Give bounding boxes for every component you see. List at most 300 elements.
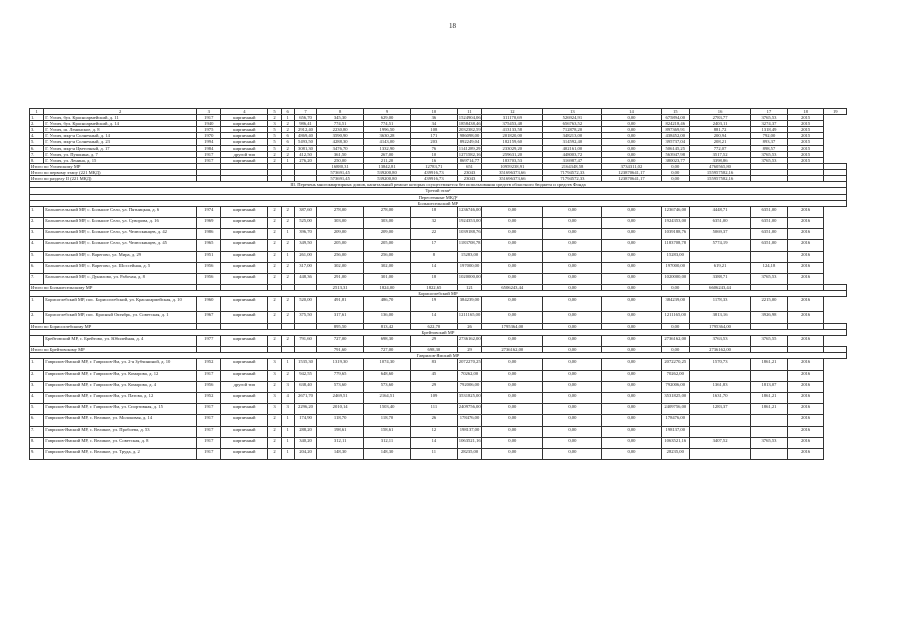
table-cell: 351696373,66 (482, 169, 543, 175)
table-cell: 1965 (197, 240, 221, 251)
total-label: Итого по Угличскому МР (30, 163, 197, 169)
address-cell: Большесельский МР, с. Большое Село, ул. Пятницкая, д. 6 (44, 206, 197, 217)
table-cell: 11 (410, 448, 457, 459)
table-cell: 0,00 (543, 262, 602, 273)
table-cell: 0,00 (482, 240, 543, 251)
table-cell: 380023,77 (661, 157, 690, 163)
table-cell: 208,21 (690, 139, 751, 145)
table-cell: 2015 (787, 139, 824, 145)
table-cell: 573691,45 (317, 176, 364, 182)
table-cell: кирпичный (221, 392, 268, 403)
table-cell: 0,00 (602, 133, 661, 139)
table-cell: 3590,90 (317, 133, 364, 139)
table-cell: 0,00 (661, 347, 690, 353)
table-cell: 1917 (197, 157, 221, 163)
table-cell: 0,00 (602, 415, 661, 426)
table-cell: 1236746,00 (661, 206, 690, 217)
table-cell: 774,51 (317, 121, 364, 127)
table-cell (690, 448, 751, 459)
address-cell: Гаврилов-Ямский МР, с. Великое, ул. Пробоева, д. 53 (44, 426, 197, 437)
table-cell: 209,00 (364, 229, 411, 240)
address-cell: Гаврилов-Ямский МР, г. Гаврилов-Ям, ул. Спортивная, д. 15 (44, 404, 197, 415)
table-cell: 3765,55 (751, 335, 788, 346)
table-cell: 3763,53 (690, 335, 751, 346)
table-cell: 0,00 (602, 426, 661, 437)
column-number-cell: 5 (268, 109, 281, 115)
table-cell: кирпичный (221, 251, 268, 262)
column-number-cell: 15 (661, 109, 690, 115)
address-cell: Большесельский МР, с. Большое Село, ул. Суворова, д. 16 (44, 218, 197, 229)
table-row (30, 229, 847, 240)
table-cell: 311170,69 (482, 115, 543, 121)
table-cell: 869714,77 (457, 157, 481, 163)
table-cell: 1319,30 (317, 359, 364, 370)
table-cell: 2016 (787, 312, 824, 323)
table-cell: 2016 (787, 262, 824, 273)
table-cell: 136,00 (364, 312, 411, 323)
table-cell: 5. (30, 251, 44, 262)
table-cell: 178476,00 (457, 415, 481, 426)
table-cell: 2403,11 (690, 121, 751, 127)
table-cell: 4760565,80 (690, 163, 751, 169)
table-cell: 1960 (197, 297, 221, 312)
table-cell: 3765,53 (751, 115, 788, 121)
table-cell: 312,11 (364, 437, 411, 448)
table-cell: 573,60 (364, 381, 411, 392)
table-cell: 439916,73 (410, 169, 457, 175)
table-cell: 0,00 (602, 437, 661, 448)
table-cell: кирпичный (221, 274, 268, 285)
table-cell (751, 426, 788, 437)
table-cell: 1039188,76 (661, 229, 690, 240)
table-cell: 0,00 (543, 404, 602, 415)
table-cell: 2783,77 (690, 115, 751, 121)
table-cell: 5 (268, 133, 281, 139)
column-number-cell: 16 (690, 109, 751, 115)
table-cell: 118,70 (364, 415, 411, 426)
table-row (30, 437, 847, 448)
table-cell: 892249,04 (457, 139, 481, 145)
table-cell: 0,00 (602, 448, 661, 459)
table-cell: 2015 (787, 115, 824, 121)
table-cell: 727,00 (364, 347, 411, 353)
table-cell: 256,00 (364, 251, 411, 262)
table-cell: 986,41 (294, 121, 316, 127)
table-cell: кирпичный (221, 157, 268, 163)
table-cell: 1858438,46 (458, 121, 481, 127)
table-cell: 14 (410, 437, 457, 448)
table-cell: 1861,21 (751, 392, 788, 403)
table-cell: 5493,50 (294, 139, 316, 145)
section-title: Пересеенные МКД² (30, 194, 847, 200)
table-cell: 2. (30, 370, 44, 381)
table-row (30, 448, 847, 459)
table-cell: 396,70 (294, 229, 316, 240)
table-cell: 171 (410, 133, 457, 139)
table-cell: 8 (410, 251, 457, 262)
table-cell: 412,50 (294, 151, 316, 157)
table-cell: 28235,00 (457, 448, 481, 459)
table-cell: 638,40 (294, 381, 316, 392)
table-cell: 2016 (787, 426, 824, 437)
table-cell: 205,00 (317, 240, 364, 251)
table-cell: 656,70 (294, 115, 316, 121)
table-cell: 1 (281, 115, 294, 121)
table-cell: 345,30 (317, 115, 364, 121)
table-cell: 29 (457, 347, 481, 353)
table-cell: 1570,73 (690, 359, 751, 370)
table-cell: 4869,40 (294, 133, 316, 139)
table-cell: 2016 (787, 229, 824, 240)
table-cell: 2 (268, 335, 281, 346)
section-title: Большесельский МР (30, 200, 847, 206)
column-number-cell: 11 (457, 109, 481, 115)
table-cell: 29 (410, 335, 457, 346)
table-cell: 2671,70 (294, 392, 316, 403)
table-cell: 3 (268, 404, 281, 415)
table-cell: 2016 (787, 381, 824, 392)
table-cell: 698,30 (364, 335, 411, 346)
table-cell: 178476,00 (661, 415, 690, 426)
table-cell: 148,30 (364, 448, 411, 459)
table-cell: 2 (281, 312, 294, 323)
table-cell: 34 (410, 121, 457, 127)
table-cell: 792006,00 (661, 381, 690, 392)
table-cell: 4288,30 (317, 139, 364, 145)
table-cell: 2 (281, 335, 294, 346)
table-cell: 5774,19 (690, 240, 751, 251)
table-cell: 622,70 (410, 323, 457, 329)
table-cell: 791,60 (317, 347, 364, 353)
table-cell: 0,00 (602, 251, 661, 262)
table-cell: 0,00 (482, 251, 543, 262)
table-cell: 1917 (197, 448, 221, 459)
table-cell (751, 415, 788, 426)
table-cell: 6506243,44 (482, 285, 543, 291)
total-label: Итого по Брейтовскому МР (30, 347, 197, 353)
table-cell: 1. (30, 115, 44, 121)
table-cell: 0,00 (602, 218, 661, 229)
table-cell: 108 (410, 127, 457, 133)
table-cell: 267,00 (364, 151, 411, 157)
table-cell: 259631,20 (482, 151, 543, 157)
table-cell: 317,61 (317, 312, 364, 323)
table-cell: 1 (281, 437, 294, 448)
table-cell: 2016 (787, 448, 824, 459)
table-cell: 893,37 (751, 139, 788, 145)
table-cell: 0,00 (482, 448, 543, 459)
table-cell: 2 (268, 251, 281, 262)
table-cell: кирпичный (221, 335, 268, 346)
table-cell: 276,20 (294, 157, 316, 163)
table-cell: 563947,98 (661, 151, 690, 157)
table-cell: 2 (268, 115, 281, 121)
table-cell: 2 (268, 157, 281, 163)
table-cell: 174,90 (294, 415, 316, 426)
table-cell: 1283,37 (690, 404, 751, 415)
table-cell: 3926,98 (751, 312, 788, 323)
table-cell: 2 (268, 229, 281, 240)
table-cell: 3081,30 (294, 145, 316, 151)
table-cell: 2015 (787, 145, 824, 151)
table-cell: 2 (281, 151, 294, 157)
table-cell: 0,00 (602, 312, 661, 323)
table-cell: 1 (281, 415, 294, 426)
address-cell: Гаврилов-Ямский МР, г. Гаврилов-Ям, ул. Патова, д. 12 (44, 392, 197, 403)
section-title: Третий этап² (30, 188, 847, 194)
table-cell: 6351,00 (751, 229, 788, 240)
table-cell: 2016 (787, 335, 824, 346)
table-cell: 0,00 (482, 392, 543, 403)
table-cell: 0,00 (602, 274, 661, 285)
table-cell: 2072270,25 (457, 359, 481, 370)
table-cell: 16 (410, 157, 457, 163)
table-row (30, 251, 847, 262)
table-row (30, 335, 847, 346)
table-cell: 3407,52 (690, 437, 751, 448)
table-cell: 413133,58 (482, 127, 543, 133)
table-cell: 3388,71 (690, 274, 751, 285)
table-cell: кирпичный (221, 145, 268, 151)
table-cell: кирпичный (221, 218, 268, 229)
table-cell: 0,00 (543, 392, 602, 403)
table-cell: 26 (410, 415, 457, 426)
table-cell: 0,00 (543, 359, 602, 370)
table-cell: 2016 (787, 251, 824, 262)
section-title: Брейтовский МР (30, 329, 847, 335)
table-cell: 349,50 (294, 240, 316, 251)
table-cell: 2016 (787, 297, 824, 312)
column-number-cell: 10 (410, 109, 457, 115)
table-cell: 205,00 (364, 240, 411, 251)
table-cell: 288,20 (294, 426, 316, 437)
column-number-cell: 19 (824, 109, 847, 115)
address-cell: Гаврилов-Ямский МР, с. Великое, ул. Труда, д. 2 (44, 448, 197, 459)
table-cell: 387,60 (294, 206, 316, 217)
table-cell: 0,00 (661, 285, 690, 291)
table-cell: 2736162,00 (690, 347, 751, 353)
table-cell: 0,00 (602, 392, 661, 403)
total-label: Итого по Борисоглебскому МР (30, 323, 197, 329)
table-cell: 302,00 (317, 262, 364, 273)
table-row (30, 218, 847, 229)
table-cell: 0,00 (482, 262, 543, 273)
table-cell: 198,61 (317, 426, 364, 437)
table-cell: 2 (268, 448, 281, 459)
table-cell: 348213,00 (543, 133, 602, 139)
table-cell: 2016 (787, 415, 824, 426)
table-cell: 1 (281, 157, 294, 163)
table-cell: 774,51 (364, 121, 411, 127)
table-cell: кирпичный (221, 415, 268, 426)
total-label: Итого по первому этапу (221 МКД) (30, 169, 197, 175)
table-cell: 1183708,78 (661, 240, 690, 251)
table-cell: 1952 (197, 392, 221, 403)
table-cell: 0,00 (602, 157, 661, 163)
address-cell: Г. Углич, ул. Ленина, д. 15 (44, 157, 197, 163)
table-cell: 314592,40 (543, 139, 602, 145)
table-cell: 2 (268, 415, 281, 426)
table-cell: 2 (268, 297, 281, 312)
address-cell: Г. Углич, ул. Пушкина, д. 7 (44, 151, 197, 157)
column-number-cell: 2 (44, 109, 197, 115)
table-cell: 1956 (197, 274, 221, 285)
table-cell: 8. (30, 437, 44, 448)
table-cell: 792006,00 (457, 381, 481, 392)
table-cell: 1917 (197, 404, 221, 415)
table-cell: 83 (410, 359, 457, 370)
table-cell: 1039188,76 (457, 229, 481, 240)
table-cell: 15283,00 (457, 251, 481, 262)
table-cell: 0,00 (482, 218, 543, 229)
column-number-cell: 9 (364, 109, 411, 115)
table-cell: 1924353,00 (661, 218, 690, 229)
table-cell: 1503,40 (364, 404, 411, 415)
table-cell: 13842,81 (364, 163, 411, 169)
table-cell: 197000,00 (661, 262, 690, 273)
table-cell: 0,00 (543, 274, 602, 285)
table-cell: 1524904,06 (458, 115, 481, 121)
table-cell: 183703,53 (482, 157, 543, 163)
table-cell: 209,00 (317, 229, 364, 240)
table-cell: 6. (30, 415, 44, 426)
table-cell: 2010,14 (317, 404, 364, 415)
table-cell: 2 (268, 262, 281, 273)
table-cell: 0,00 (602, 151, 661, 157)
table-cell: 675894,00 (661, 115, 690, 121)
table-cell: 45 (410, 370, 457, 381)
table-row (30, 274, 847, 285)
table-cell: 0,00 (602, 121, 661, 127)
table-cell: кирпичный (221, 370, 268, 381)
table-cell (751, 370, 788, 381)
table-cell: 198137,00 (457, 426, 481, 437)
table-cell: 6. (30, 145, 44, 151)
table-cell: 986098,00 (457, 133, 481, 139)
table-cell: 0,00 (482, 335, 543, 346)
table-cell: другой тип (221, 381, 268, 392)
address-cell: Гаврилов-Ямский МР, г. Гаврилов-Ям, ул. Комарова, д. 12 (44, 370, 197, 381)
table-cell: 1917 (197, 415, 221, 426)
table-cell: 291,00 (317, 274, 364, 285)
table-cell: 303,00 (317, 218, 364, 229)
table-cell: 5. (30, 139, 44, 145)
table-cell: 2 (268, 218, 281, 229)
table-cell: 3517,52 (690, 151, 751, 157)
table-cell: 0,00 (543, 297, 602, 312)
table-cell: 573,60 (317, 381, 364, 392)
address-cell: Г. Углич, мкр-н Солнечный, д. 23 (44, 139, 197, 145)
table-cell: 1984 (197, 145, 221, 151)
table-cell: 0,00 (602, 335, 661, 346)
table-cell: 3630,28 (364, 133, 411, 139)
table-cell: 0,00 (602, 370, 661, 381)
table-cell: 539200,80 (364, 176, 411, 182)
address-cell: Борисоглебский МР, пос. Борисоглебский, ул. Красноармейская, д. 10 (44, 297, 197, 312)
table-cell: 0,00 (543, 312, 602, 323)
table-cell: 18 (410, 206, 457, 217)
table-cell: 204,20 (294, 448, 316, 459)
address-cell: Г. Углич, бул. Красноармейский, д. 14 (44, 121, 197, 127)
table-cell: 1. (30, 297, 44, 312)
table-cell: 198137,00 (661, 426, 690, 437)
table-cell: 1969 (197, 218, 221, 229)
table-cell: 6351,00 (751, 218, 788, 229)
table-cell: 5 (268, 145, 281, 151)
table-cell (690, 426, 751, 437)
table-cell: 0,00 (602, 139, 661, 145)
table-cell (690, 370, 751, 381)
table-row (30, 426, 847, 437)
table-cell: кирпичный (221, 115, 268, 121)
table-cell: 0,00 (602, 404, 661, 415)
table-cell: 123870641,17 (602, 176, 661, 182)
table-cell: 1951 (197, 251, 221, 262)
table-cell: 772,07 (690, 145, 751, 151)
table-cell: 15283,00 (661, 251, 690, 262)
table-cell: 14 (410, 262, 457, 273)
table-cell: 2072270,25 (661, 359, 690, 370)
table-cell: 111 (410, 404, 457, 415)
table-cell: 1996,50 (364, 127, 411, 133)
table-cell: 2912,40 (294, 127, 316, 133)
table-cell: 1 (281, 251, 294, 262)
table-cell: 792,00 (751, 133, 788, 139)
table-cell: 3. (30, 381, 44, 392)
table-cell: 1332,90 (364, 145, 411, 151)
column-number-cell: 1 (30, 109, 44, 115)
table-cell: 2409756,00 (661, 404, 690, 415)
section-title: Борисоглебский МР (30, 291, 847, 297)
column-number-cell: 3 (197, 109, 221, 115)
table-cell: 301,00 (364, 274, 411, 285)
table-cell: 1977 (197, 335, 221, 346)
table-cell: 2. (30, 312, 44, 323)
table-cell: 0,00 (482, 312, 543, 323)
table-cell: 0,00 (482, 297, 543, 312)
address-cell: Гаврилов-Ямский МР, г. Гаврилов-Ям, ул. Комарова, д. 4 (44, 381, 197, 392)
table-cell: 28235,00 (661, 448, 690, 459)
table-cell: 0,00 (661, 176, 690, 182)
table-cell: 3476,70 (317, 145, 364, 151)
table-cell: 23043 (457, 176, 481, 182)
table-row (30, 392, 847, 403)
table-cell: 32 (410, 218, 457, 229)
table-cell: кирпичный (221, 139, 268, 145)
table-cell: 1631,70 (690, 392, 751, 403)
table-cell: 3765,53 (751, 437, 788, 448)
table-cell: 439916,73 (410, 176, 457, 182)
table-cell: 155957582,16 (690, 169, 751, 175)
table-cell: 1361,83 (690, 381, 751, 392)
table-cell: 895,50 (317, 323, 364, 329)
table-cell: 651 (457, 163, 481, 169)
table-cell: кирпичный (221, 426, 268, 437)
table-cell: 148,30 (317, 448, 364, 459)
table-cell: 942,55 (294, 370, 316, 381)
table-cell: 9. (30, 448, 44, 459)
table-cell: 1967 (197, 312, 221, 323)
table-cell: 619,21 (690, 262, 751, 273)
table-cell: 0,00 (482, 426, 543, 437)
table-row (30, 297, 847, 312)
table-cell: 250,00 (317, 157, 364, 163)
table-cell: 1975 (197, 127, 221, 133)
table-cell: 791,60 (294, 335, 316, 346)
table-cell: 525,00 (294, 218, 316, 229)
table-cell: 0,00 (543, 347, 602, 353)
table-cell: 7. (30, 274, 44, 285)
